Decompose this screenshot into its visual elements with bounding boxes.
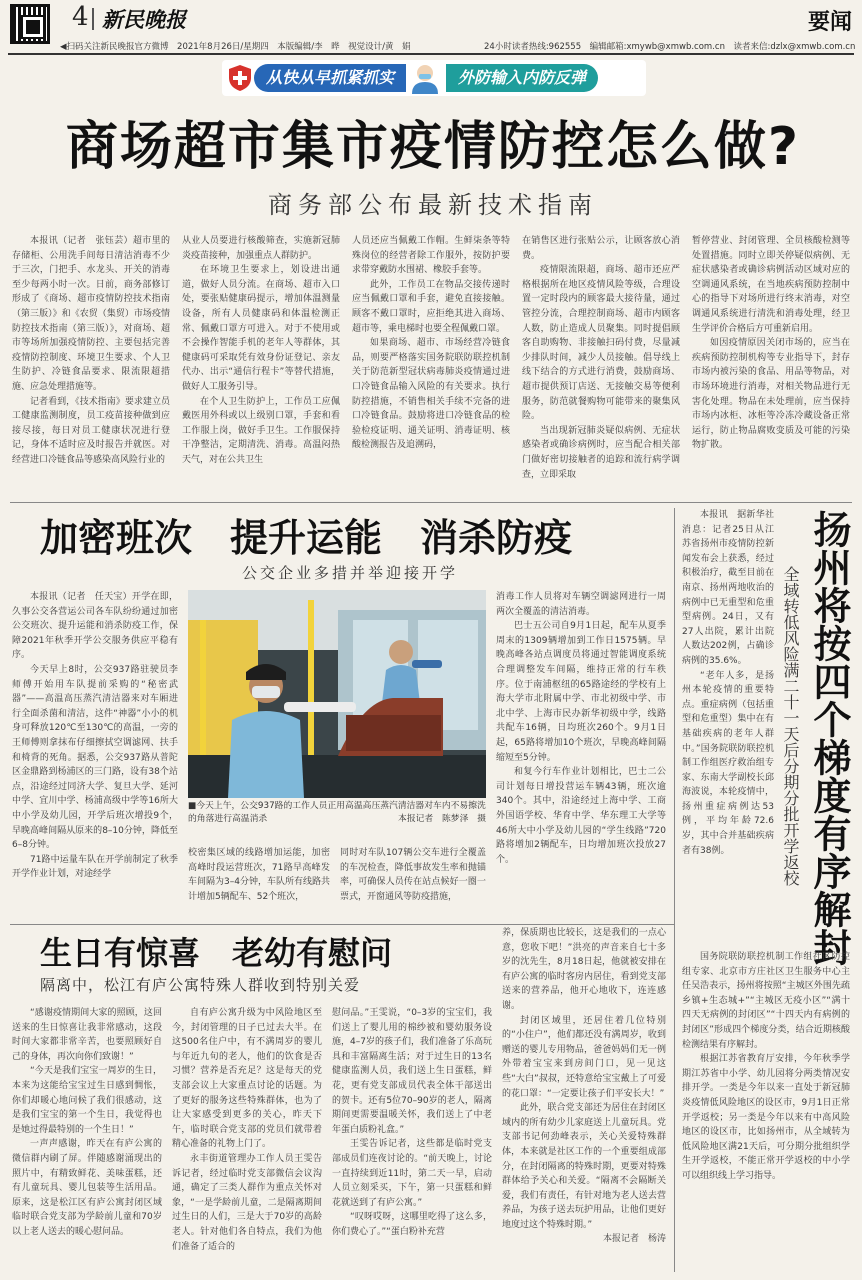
masthead-title: 新民晚报 [102, 7, 186, 32]
banner-slogan-2: 外防输入内防反弹 [446, 64, 598, 92]
article4-subhead: 隔离中，松江有庐公寓特殊人群收到特别关爱 [40, 976, 361, 994]
article1-headline: 商场超市集市疫情防控怎么做? [65, 117, 801, 177]
section-name: 要闻 [807, 10, 852, 35]
article4-column-2: 自有庐公寓升级为中风险地区至今，封闭管理的日子已过去大半。在这500名住户中，有不满周岁的婴儿与年近九旬的老人，他们的饮食是否习惯？营养是否充足？这是每天的党支部会议上大家重点讨论的话题。为了更好的服务这些特殊群体，也为了让大家感受到更多的关心，昨天下午，临时联合党支部的党员们就带着精心准备的礼物上门了。 永丰街道管理办工作人员王雯告诉记者，经过临时党支部微信会议沟通，确定了三类人群作为重点关怀对象，“一是学龄前儿童，二是隔离期间过生日的人们，三是大于70岁的高龄老人。针对他们各自特点，我们为他们准备了适合的 [172, 1008, 322, 1252]
article4-headline: 生日有惊喜 老幼有慰问 [40, 934, 393, 972]
article4-column-3: 慰问品。”王雯说，“0–3岁的宝宝们，我们送上了婴儿用的棉纱被和婴幼服务设施，4–7岁的孩子们，我们准备了乐高玩具和丰富隔离生活；对于过生日的13名健康监测人员，我们送上生日蛋糕，鲜花，更有党支部成员代表全体干部送出的贺卡。还有5位70–90岁的老人，隔离期间更需要温暖关怀，我们送上了中老年蛋白质粉礼盒。” 王雯告诉记者，这些都是临时党支部成员们连夜讨论的。“前天晚上，讨论一直持续到近11时，第二天一早，启动人员立刻采买，下午，第一只蛋糕和鲜花就送到了有庐公寓。” “叹呀哎呀，这哪里吃得了这么多，你们费心了。”“蛋白粉补充营 [332, 1008, 492, 1237]
article2-column-2: 校密集区域的线路增加运能，加密高峰时段运营班次，71路早高峰发车间隔为3–4分钟，车队所有线路共计增加5辆配车、52个班次， [188, 848, 330, 902]
header-rule [8, 53, 854, 55]
article4-column-4: 养，保质期也比较长，这是我们的一点心意，您收下吧！”洪亮的声音来自七十多岁的沈先生，8月18日起，他就被安排在有庐公寓的临时客房内居住，看到党支部送来的营养品，他开心地收下，连连感谢。 封闭区域里，还居住着几位特别的“小住户”，他们都还没有满周岁，收到赠送的婴儿专用物品，爸爸妈妈们无一例外带着宝宝来到房间门口，见一见这些“大白”叔叔，还特意给宝宝戴上了可爱的花口罩：“一定要让孩子们平安长大！” 此外，联合党支部还为居住在封闭区域内的所有幼少儿家庭送上儿童玩具。党支部书记何劲峰表示，关心关爱特殊群体，本来就是社区工作的一个重要组成部分，在封闭隔离的特殊时期，更要对特殊群体给予关心和关爱。“隔离不会隔断关爱，我们有责任，有针对地为老人送去营养品，为孩子送去玩护用品，让他们更好地度过这个特殊时期。” 本报记者 杨涛 [502, 928, 666, 1245]
bus-disinfection-photo [188, 590, 486, 798]
article2-column-3: 同时对车队107辆公交车进行全覆盖的车况检查，降低事故发生率和抛锚率，可确保人员传在站点候好一圈一票式，开窗通风等防疫措施， [340, 848, 486, 902]
header-info: ◀扫码关注新民晚报官方微博 2021年8月26日/星期四 本版编辑/李 晔 视觉设计/黄 娟 [60, 42, 411, 52]
page-number: 4 [72, 2, 89, 32]
article1-subhead: 商务部公布最新技术指南 [268, 191, 598, 219]
section-divider-1 [10, 502, 852, 503]
photo-caption: ■今天上午，公交937路的工作人员正用高温高压蒸汽清洁器对车内不易擦洗的角落进行高温消杀 本报记者 陈梦泽 摄 [188, 801, 486, 824]
article2-subhead: 公交企业多措并举迎接开学 [241, 564, 458, 582]
article3-column-1: 本报讯 据新华社消息：记者25日从江苏省扬州市疫情防控新闻发布会上获悉，经过积极治疗，截至目前在南京、扬州两地收治的病例中已无重型和危重型病例。24日，又有27人出院，累计出院人数达202例，占确诊病例的35.6%。 “老年人多，是扬州本轮疫情的重要特点。重症病例（包括重型和危重型）集中在有基础疾病的老年人群中。”国务院联防联控机制工作组医疗救治组专家、东南大学副校长邱海波说，本轮疫情中，扬州重症病例达53例，平均年龄72.6岁，其中合并基础疾病者有38例。 [682, 510, 774, 856]
article1-column-2: 从业人员要进行核酸筛查，实施新冠肺炎疫苗接种，加强重点人群防护。 在环境卫生要求上，划设进出通道，做好人员分流。在商场、超市入口处，要张贴健康码提示，增加体温测量设备，所有人员健康码和体温检测正常、佩戴口罩方可进入。对于不使用或不会操作智能手机的老年人等群体，其健康码可采取凭有效身份证登记、亲友代办、出示“通信行程卡”等替代措施，做好人工服务引导。 在个人卫生防护上，工作员工应佩戴医用外科或以上级别口罩，手套和看工作服上岗，做好手卫生。工作服保持干净整洁，定期清洗、消毒。高温闷热天气，对在公共卫生 [182, 236, 340, 465]
article3-headline: 扬州将按四个梯度有序解封 [807, 510, 851, 966]
article1-column-5: 暂停营业、封闭管理、全员核酸检测等处置措施。同时立即关停疑似病例、无症状感染者或确诊病例活动区域对应的空调通风系统，在当地疾病预防控制中心的指导下对场所进行终末消毒，对空调通风系统进行清洗和消毒处理，经卫生学评价合格后方可重新启用。 如因疫情原因关闭市场的，应当在疾病预防控制机构等专业指导下，封存市场内被污染的食品、用品等物品，对市场环境进行消毒，对相关物品进行无害化处理。物品在未处理前，应当保持市场内冰柜、冰柜等冷冻冷藏设备正常运行，防止物品腐败变质及可能的污染物扩散。 [692, 236, 850, 451]
page-num-divider [92, 8, 94, 30]
sidebar-divider [674, 508, 675, 1272]
qr-code[interactable] [10, 4, 50, 44]
article3-column-2: 国务院联防联控机制工作组社区防控组专家、北京市方庄社区卫生服务中心主任吴浩表示，扬州将按照“主城区外围先疏乡镇+生态城+”“主城区无疫小区”“满十四天无病例的封闭区”“十四天内有病例的封闭区”形成四个梯度分类，结合近期核酸检测结果有序解封。 根据江苏省教育厅安排，今年秋季学期江苏省中小学、幼儿园将分两类情况安排开学。一类是今年以来一直处于新冠肺炎疫情低风险地区的设区市，9月1日正常开学返校；另一类是今年以来有中高风险地区的设区市，比如扬州市，从全域转为低风险地区满21天后，可分期分批组织学生开学返校，不能正常开学返校的中小学可以组织线上学习指导。 [682, 952, 850, 1181]
article1-column-3: 人员还应当佩戴工作帽。生鲜柒条等特殊岗位的经营者除工作服外，按防护要求带穿戴防水围裙、橡胶手套等。 此外，工作员工在物品交接传递时应当佩戴口罩和手套，避免直接接触。顾客不戴口罩时，应拒绝其进入商场、超市等，乘电梯时也要全程佩戴口罩。 如果商场、超市、市场经营冷链食品，则要严格落实国务院联防联控机制关于防范新型冠状病毒肺炎疫情通过进口冷链食品输入风险的有关要求。执行防控措施，不销售相关手续不完备的进口冷链食品。鼓励将进口冷链食品的检验检疫证明、通关证明、消毒证明、核酸检测报告及追溯码， [352, 236, 510, 451]
article2-column-4: 消毒工作人员将对车辆空调滤网进行一周两次全覆盖的清洁消毒。 巴士五公司自9月1日起，配车从夏季周末的1309辆增加到工作日1575辆。早晚高峰各站点调度员将通过智能调度系统合理调整发车间隔，维持正常的行车秩序。位于南浦枢纽的65路途经的学校有上海大学市北附属中学、市北初级中学、市北中学、上海市民办新华初级中学，线路共配车16辆，日均班次260个。9月1日起，65路将增加10个班次，早晚高峰间隔缩短至5分钟。 和复今行车作业计划相比，巴士二公司计划每日增投营运车辆43辆，班次逾340个。其中，沿途经过上海中学、工商外国语学校、华育中学、华东理工大学等46所大中小学及幼儿园的“学生线路”720路将增加2辆配车，日均增加班次投放27个。 [496, 592, 666, 865]
article1-column-1: 本报讯（记者 张钰芸）超市里的存储柜、公用洗手间每日清洁消毒不少于三次，门把手、水龙头、开关的消毒至少每两小时一次。日前，商务部修订形成了《商场、超市疫情防控技术指南（第三版）》和《农贸（集贸）市场疫情防控技术指南（第三版）》，对商场、超市等场所加强疫情防控、主要包括完善疫情防控制度、环境卫生要求、个人卫生防护、冷链食品要求、限流限超措施、应急处理措施等。 记者看到，《技术指南》要求建立员工健康监测制度，员工疫苗接种做到应接尽接，每日对员工健康状况进行登记，身体不适时应及时报告并就医。对经营进口冷链食品等感染高风险行业的 [12, 236, 170, 465]
banner-slogan-1: 从快从早抓紧抓实 [254, 64, 406, 92]
article4-column-1: “感谢疫情期间大家的照顾，这回送来的生日惊喜让我非常感动，这段时间大家都非常辛苦，也要照顾好自己的身体，再次向你们致谢！” “今天是我们宝宝一周岁的生日，本来为这能给宝宝过生日感到惆怅，你们却暖心地问候了我们很感动，这是我们宝宝的第一个生日，我觉得也是她过得最特别的一个生日！” 一声声感谢，昨天在有庐公寓的微信群内刷了屏。伴随感谢涌现出的照片中，有精致鲜花、美味蛋糕，还有儿童玩具、婴儿包装等生活用品。原来，这是松江区有庐公寓封闭区域临时联合党支部为学龄前儿童和70岁以上老人送去的暖心慰问品。 [12, 1008, 162, 1237]
health-worker-icon [408, 62, 442, 94]
article1-column-4: 在销售区进行张贴公示，让顾客放心消费。 疫情限流限超，商场、超市还应严格根据所在地区疫情风险等级，合理设置一定时段内的顾客最大接待量，通过管控分流，合理控制商场、超市内顾客人数，防止造成人员聚集。同时提倡顾客自助购物、非接触扫码付费，尽量减少排队时间，减少人员接触。倡导线上线下结合的方式进行消费，鼓励商场、超市提供预订店送、无接触交易等便利服务，防范就餐购物可能带来的聚集风险。 当出现新冠肺炎疑似病例、无症状感染者或确诊病例时，应当配合相关部门做好密切接触者的追踪和流行病学调查，立即采取 [522, 236, 680, 480]
header-contact: 24小时读者热线:962555 编辑邮箱:xmywb@xmwb.com.cn 读者来信:dzlx@xmwb.com.cn [484, 42, 856, 52]
article2-headline: 加密班次 提升运能 消杀防疫 [40, 516, 573, 560]
section-divider-2 [10, 924, 674, 925]
article3-subhead: 全域转低风险满二十一天后分期分批开学返校 [781, 566, 800, 886]
article2-column-1: 本报讯（记者 任天宝）开学在即，久事公交各营运公司各车队纷纷通过加密公交班次、提升运能和消杀防疫工作，保障2021年秋季开学公交服务供应平稳有序。 今天早上8时，公交937路驻驶员李师傅开始用车队提前采购的“秘密武器”——高温高压蒸汽清洁器来对车厢进行全面杀菌和清洁，这件“神器”小小的机身可释放120℃至130℃的高温，一旁的王师傅则拿抹布仔细擦拭空调滤网、扶手和椅背的死角。据悉，公交937路从普陀区金鼎路到杨浦区的三门路，设有38个站点，沿途经过同济大学、复旦大学、延河中学、宜川中学、杨浦高级中学等16所大中小学及幼儿园，开学后班次增投9个，早晚高峰间隔从原来的8–10分钟，降低至6–8分钟。 71路中运量车队在开学前制定了秋季开学作业计划，对途经学 [12, 592, 178, 880]
shield-icon [228, 64, 252, 92]
